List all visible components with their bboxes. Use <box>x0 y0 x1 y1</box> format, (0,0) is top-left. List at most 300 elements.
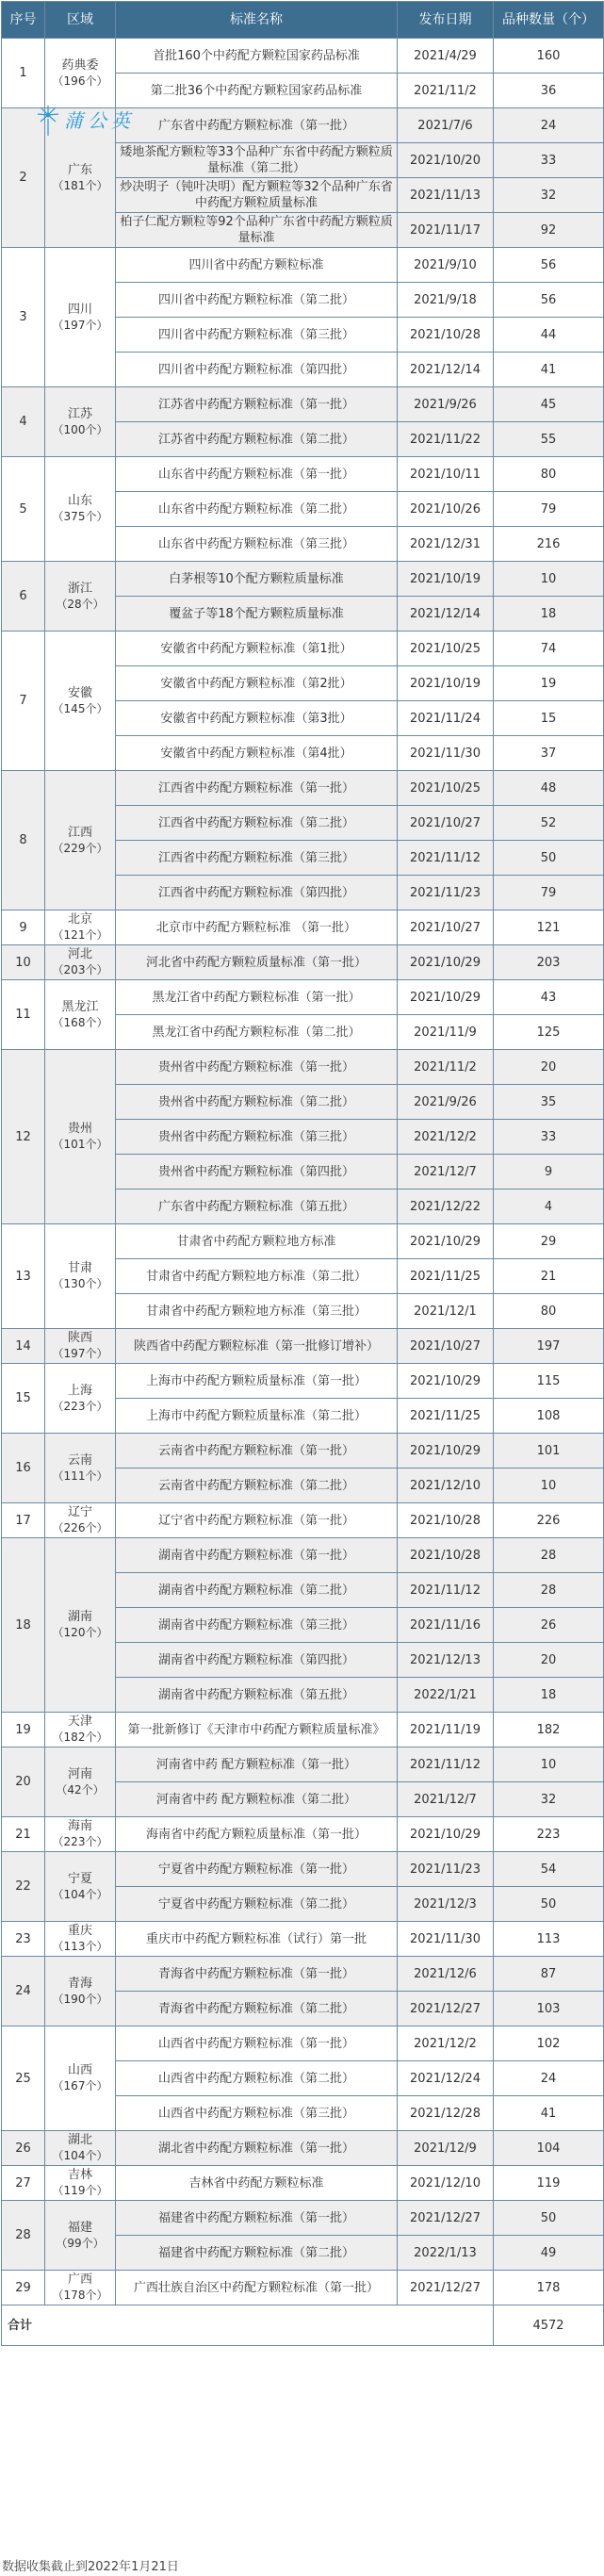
region-name: 广东 <box>67 162 92 177</box>
region-name: 四川 <box>67 302 92 317</box>
publish-date: 2021/10/29 <box>398 980 494 1015</box>
table-row <box>2 945 604 980</box>
publish-date: 2021/10/28 <box>398 318 494 353</box>
row-number: 18 <box>2 1538 45 1713</box>
header-date: 发布日期 <box>398 2 494 39</box>
publish-date: 2021/10/29 <box>398 1434 494 1468</box>
table-row <box>2 2271 604 2305</box>
region-count: （101个） <box>52 1138 108 1151</box>
standard-name: 黑龙江省中药配方颗粒标准（第一批） <box>116 980 398 1015</box>
variety-count: 125 <box>494 1015 604 1050</box>
table-row <box>2 1957 604 1992</box>
region-name: 河南 <box>67 1766 92 1781</box>
header-no: 序号 <box>2 2 45 39</box>
standard-name: 贵州省中药配方颗粒标准（第四批） <box>116 1155 398 1190</box>
standard-name: 山西省中药配方颗粒标准（第三批） <box>116 2096 398 2131</box>
variety-count: 32 <box>494 178 604 213</box>
table-row <box>2 2166 604 2201</box>
region-count: （28个） <box>56 597 105 611</box>
region-cell <box>45 2201 116 2271</box>
variety-count: 178 <box>494 2271 604 2305</box>
standard-name: 贵州省中药配方颗粒标准（第三批） <box>116 1120 398 1155</box>
variety-count: 29 <box>494 1224 604 1259</box>
variety-count: 49 <box>494 2236 604 2271</box>
variety-count: 119 <box>494 2166 604 2201</box>
table-row <box>2 980 604 1015</box>
region-cell <box>45 1224 116 1329</box>
table-row <box>2 2026 604 2061</box>
region-count: （226个） <box>52 1521 108 1534</box>
standard-name: 山东省中药配方颗粒标准（第三批） <box>116 527 398 562</box>
variety-count: 182 <box>494 1713 604 1747</box>
standard-name: 湖南省中药配方颗粒标准（第三批） <box>116 1608 398 1643</box>
variety-count: 79 <box>494 492 604 527</box>
variety-count: 20 <box>494 1050 604 1085</box>
region-cell <box>45 1922 116 1957</box>
standard-name: 江西省中药配方颗粒标准（第一批） <box>116 771 398 806</box>
row-number: 12 <box>2 1050 45 1224</box>
publish-date: 2021/11/25 <box>398 1399 494 1434</box>
variety-count: 44 <box>494 318 604 353</box>
region-cell <box>45 945 116 980</box>
row-number: 16 <box>2 1434 45 1503</box>
region-name: 北京 <box>67 912 92 927</box>
table-row <box>2 2201 604 2236</box>
region-cell <box>45 2131 116 2166</box>
row-number: 5 <box>2 457 45 562</box>
region-count: （223个） <box>52 1835 108 1848</box>
standard-name: 江苏省中药配方颗粒标准（第一批） <box>116 387 398 422</box>
region-count: （104个） <box>52 2149 108 2162</box>
publish-date: 2021/11/2 <box>398 1050 494 1085</box>
region-cell <box>45 1364 116 1434</box>
region-name: 辽宁 <box>67 1505 92 1519</box>
standard-name: 福建省中药配方颗粒标准（第二批） <box>116 2236 398 2271</box>
variety-count: 19 <box>494 666 604 701</box>
region-name: 吉林 <box>67 2168 92 2182</box>
standard-name: 山东省中药配方颗粒标准（第二批） <box>116 492 398 527</box>
standard-name: 四川省中药配方颗粒标准（第二批） <box>116 283 398 318</box>
table-row <box>2 1434 604 1468</box>
row-number: 2 <box>2 108 45 248</box>
region-name: 上海 <box>67 1383 92 1398</box>
region-cell <box>45 2271 116 2305</box>
publish-date: 2021/12/2 <box>398 1120 494 1155</box>
variety-count: 55 <box>494 422 604 457</box>
standard-name: 海南省中药配方颗粒质量标准（第一批） <box>116 1817 398 1852</box>
table-row <box>2 911 604 945</box>
publish-date: 2021/12/2 <box>398 2026 494 2061</box>
table-row <box>2 632 604 666</box>
region-count: （168个） <box>52 1015 108 1029</box>
variety-count: 41 <box>494 353 604 387</box>
variety-count: 80 <box>494 457 604 492</box>
variety-count: 18 <box>494 597 604 632</box>
variety-count: 80 <box>494 1294 604 1329</box>
standard-name: 云南省中药配方颗粒标准（第二批） <box>116 1468 398 1503</box>
publish-date: 2021/10/19 <box>398 666 494 701</box>
row-number: 24 <box>2 1957 45 2026</box>
region-name: 云南 <box>67 1452 92 1468</box>
header-region: 区域 <box>45 2 116 39</box>
standard-name: 贵州省中药配方颗粒标准（第二批） <box>116 1085 398 1120</box>
publish-date: 2021/11/23 <box>398 876 494 911</box>
publish-date: 2021/12/7 <box>398 1155 494 1190</box>
publish-date: 2021/4/29 <box>398 39 494 74</box>
region-count: （182个） <box>52 1731 108 1744</box>
publish-date: 2022/1/13 <box>398 2236 494 2271</box>
publish-date: 2021/11/30 <box>398 736 494 771</box>
row-number: 21 <box>2 1817 45 1852</box>
variety-count: 54 <box>494 1852 604 1887</box>
publish-date: 2021/10/26 <box>398 492 494 527</box>
region-cell <box>45 2166 116 2201</box>
region-name: 贵州 <box>67 1122 92 1136</box>
variety-count: 10 <box>494 562 604 597</box>
publish-date: 2021/10/29 <box>398 1817 494 1852</box>
table-header-row <box>2 2 604 39</box>
standard-name: 甘肃省中药配方颗粒地方标准（第三批） <box>116 1294 398 1329</box>
row-number: 3 <box>2 248 45 387</box>
publish-date: 2021/10/19 <box>398 562 494 597</box>
region-count: （178个） <box>52 2289 108 2302</box>
variety-count: 115 <box>494 1364 604 1399</box>
region-name: 山东 <box>67 494 92 508</box>
region-name: 甘肃 <box>67 1261 92 1275</box>
variety-count: 21 <box>494 1259 604 1294</box>
standard-name: 四川省中药配方颗粒标准 <box>116 248 398 283</box>
publish-date: 2021/10/20 <box>398 143 494 178</box>
row-number: 7 <box>2 632 45 771</box>
publish-date: 2021/12/3 <box>398 1887 494 1922</box>
variety-count: 33 <box>494 143 604 178</box>
standard-name: 山西省中药配方颗粒标准（第一批） <box>116 2026 398 2061</box>
standard-name: 广西壮族自治区中药配方颗粒标准（第一批） <box>116 2271 398 2305</box>
data-cutoff-note: 数据收集截止到2022年1月21日 <box>2 2560 179 2574</box>
publish-date: 2021/11/23 <box>398 1852 494 1887</box>
region-count: （190个） <box>52 1992 108 2006</box>
region-cell <box>45 39 116 108</box>
variety-count: 48 <box>494 771 604 806</box>
region-count: （375个） <box>52 510 108 523</box>
publish-date: 2021/11/16 <box>398 1608 494 1643</box>
region-count: （145个） <box>52 701 108 715</box>
header-count: 品种数量（个） <box>494 2 604 39</box>
table-row <box>2 39 604 74</box>
publish-date: 2021/9/10 <box>398 248 494 283</box>
region-cell <box>45 1538 116 1713</box>
publish-date: 2021/10/28 <box>398 1538 494 1573</box>
standard-name: 宁夏省中药配方颗粒标准（第一批） <box>116 1852 398 1887</box>
table-row <box>2 1852 604 1887</box>
variety-count: 24 <box>494 2061 604 2096</box>
standard-name: 第二批36个中药配方颗粒国家药品标准 <box>116 74 398 108</box>
publish-date: 2021/11/12 <box>398 1747 494 1782</box>
standard-name: 首批160个中药配方颗粒国家药品标准 <box>116 39 398 74</box>
publish-date: 2021/11/19 <box>398 1713 494 1747</box>
variety-count: 203 <box>494 945 604 980</box>
standard-name: 覆盆子等18个配方颗粒质量标准 <box>116 597 398 632</box>
region-count: （229个） <box>52 841 108 855</box>
publish-date: 2021/10/25 <box>398 632 494 666</box>
region-cell <box>45 1957 116 2026</box>
variety-count: 102 <box>494 2026 604 2061</box>
publish-date: 2021/11/24 <box>398 701 494 736</box>
standard-name: 安徽省中药配方颗粒标准（第2批） <box>116 666 398 701</box>
publish-date: 2021/11/17 <box>398 213 494 248</box>
publish-date: 2021/11/12 <box>398 1573 494 1608</box>
standard-name: 黑龙江省中药配方颗粒标准（第二批） <box>116 1015 398 1050</box>
region-cell <box>45 108 116 248</box>
standard-name: 第一批新修订《天津市中药配方颗粒质量标准》 <box>116 1713 398 1747</box>
total-value: 4572 <box>494 2305 604 2346</box>
table-row <box>2 1713 604 1747</box>
standard-name: 江西省中药配方颗粒标准（第四批） <box>116 876 398 911</box>
variety-count: 18 <box>494 1678 604 1713</box>
variety-count: 223 <box>494 1817 604 1852</box>
region-name: 福建 <box>67 2220 92 2235</box>
table-row <box>2 1503 604 1538</box>
table-row <box>2 387 604 422</box>
row-number: 10 <box>2 945 45 980</box>
region-name: 重庆 <box>67 1924 92 1938</box>
region-name: 山西 <box>67 2063 92 2077</box>
variety-count: 101 <box>494 1434 604 1468</box>
total-label: 合计 <box>2 2305 494 2346</box>
variety-count: 35 <box>494 1085 604 1120</box>
region-name: 青海 <box>67 1976 92 1991</box>
standard-name: 贵州省中药配方颗粒标准（第一批） <box>116 1050 398 1085</box>
region-count: （119个） <box>52 2184 108 2197</box>
variety-count: 216 <box>494 527 604 562</box>
region-cell <box>45 1050 116 1224</box>
standard-name: 河南省中药 配方颗粒标准（第一批） <box>116 1747 398 1782</box>
variety-count: 20 <box>494 1643 604 1678</box>
region-name: 河北 <box>67 947 92 961</box>
publish-date: 2021/12/13 <box>398 1643 494 1678</box>
row-number: 26 <box>2 2131 45 2166</box>
region-cell <box>45 457 116 562</box>
region-count: （100个） <box>52 422 108 436</box>
region-cell <box>45 387 116 457</box>
publish-date: 2021/12/7 <box>398 1782 494 1817</box>
publish-date: 2021/12/28 <box>398 2096 494 2131</box>
standard-name: 河北省中药配方颗粒质量标准（第一批） <box>116 945 398 980</box>
region-cell <box>45 1852 116 1922</box>
publish-date: 2021/11/9 <box>398 1015 494 1050</box>
region-name: 安徽 <box>67 685 92 700</box>
publish-date: 2021/10/11 <box>398 457 494 492</box>
variety-count: 50 <box>494 1887 604 1922</box>
table-row <box>2 1538 604 1573</box>
region-count: （196个） <box>52 74 108 88</box>
table-row <box>2 1224 604 1259</box>
row-number: 1 <box>2 39 45 108</box>
row-number: 9 <box>2 911 45 945</box>
variety-count: 103 <box>494 1992 604 2026</box>
table-row <box>2 108 604 143</box>
region-cell <box>45 562 116 632</box>
publish-date: 2021/11/30 <box>398 1922 494 1957</box>
region-name: 海南 <box>67 1819 92 1833</box>
variety-count: 104 <box>494 2131 604 2166</box>
variety-count: 45 <box>494 387 604 422</box>
publish-date: 2021/9/18 <box>398 283 494 318</box>
variety-count: 79 <box>494 876 604 911</box>
region-count: （111个） <box>52 1468 108 1483</box>
standard-name: 柏子仁配方颗粒等92个品种广东省中药配方颗粒质量标准 <box>116 213 398 248</box>
region-name: 黑龙江 <box>61 999 99 1014</box>
region-name: 药典委 <box>61 57 99 73</box>
publish-date: 2021/12/14 <box>398 353 494 387</box>
row-number: 19 <box>2 1713 45 1747</box>
table-row <box>2 771 604 806</box>
row-number: 8 <box>2 771 45 911</box>
variety-count: 28 <box>494 1538 604 1573</box>
publish-date: 2021/12/24 <box>398 2061 494 2096</box>
row-number: 15 <box>2 1364 45 1434</box>
variety-count: 15 <box>494 701 604 736</box>
publish-date: 2021/12/27 <box>398 2201 494 2236</box>
standard-name: 湖南省中药配方颗粒标准（第一批） <box>116 1538 398 1573</box>
region-name: 湖南 <box>67 1610 92 1624</box>
publish-date: 2021/12/10 <box>398 2166 494 2201</box>
standard-name: 湖南省中药配方颗粒标准（第五批） <box>116 1678 398 1713</box>
variety-count: 52 <box>494 806 604 841</box>
region-cell <box>45 632 116 771</box>
standard-name: 湖北省中药配方颗粒标准（第一批） <box>116 2131 398 2166</box>
region-count: （42个） <box>56 1782 105 1797</box>
publish-date: 2021/12/14 <box>398 597 494 632</box>
standard-name: 四川省中药配方颗粒标准（第四批） <box>116 353 398 387</box>
table-row <box>2 457 604 492</box>
table-row <box>2 1922 604 1957</box>
region-count: （130个） <box>52 1277 108 1290</box>
variety-count: 92 <box>494 213 604 248</box>
region-count: （203个） <box>52 963 108 976</box>
standard-name: 炒决明子（钝叶决明）配方颗粒等32个品种广东省中药配方颗粒质量标准 <box>116 178 398 213</box>
publish-date: 2021/12/27 <box>398 2271 494 2305</box>
variety-count: 87 <box>494 1957 604 1992</box>
variety-count: 9 <box>494 1155 604 1190</box>
publish-date: 2022/1/21 <box>398 1678 494 1713</box>
variety-count: 160 <box>494 39 604 74</box>
region-count: （120个） <box>52 1626 108 1639</box>
publish-date: 2021/9/26 <box>398 1085 494 1120</box>
variety-count: 43 <box>494 980 604 1015</box>
table-row <box>2 1817 604 1852</box>
variety-count: 50 <box>494 841 604 876</box>
variety-count: 10 <box>494 1468 604 1503</box>
table-row <box>2 1747 604 1782</box>
variety-count: 41 <box>494 2096 604 2131</box>
region-name: 广西 <box>67 2272 92 2287</box>
standard-name: 河南省中药 配方颗粒标准（第二批） <box>116 1782 398 1817</box>
region-name: 江西 <box>67 825 92 840</box>
variety-count: 10 <box>494 1747 604 1782</box>
row-number: 6 <box>2 562 45 632</box>
publish-date: 2021/12/22 <box>398 1190 494 1224</box>
publish-date: 2021/7/6 <box>398 108 494 143</box>
publish-date: 2021/11/12 <box>398 841 494 876</box>
publish-date: 2021/12/9 <box>398 2131 494 2166</box>
standard-name: 云南省中药配方颗粒标准（第一批） <box>116 1434 398 1468</box>
standard-name: 山西省中药配方颗粒标准（第二批） <box>116 2061 398 2096</box>
variety-count: 37 <box>494 736 604 771</box>
region-cell <box>45 1817 116 1852</box>
variety-count: 121 <box>494 911 604 945</box>
region-count: （113个） <box>52 1940 108 1953</box>
table-row <box>2 248 604 283</box>
row-number: 28 <box>2 2201 45 2271</box>
standard-name: 陕西省中药配方颗粒标准（第一批修订增补） <box>116 1329 398 1364</box>
variety-count: 50 <box>494 2201 604 2236</box>
standard-name: 四川省中药配方颗粒标准（第三批） <box>116 318 398 353</box>
standard-name: 宁夏省中药配方颗粒标准（第二批） <box>116 1887 398 1922</box>
publish-date: 2021/10/29 <box>398 1224 494 1259</box>
table-row <box>2 2131 604 2166</box>
publish-date: 2021/12/31 <box>398 527 494 562</box>
row-number: 27 <box>2 2166 45 2201</box>
region-cell <box>45 771 116 911</box>
standard-name: 福建省中药配方颗粒标准（第一批） <box>116 2201 398 2236</box>
region-count: （197个） <box>52 1347 108 1360</box>
table-row <box>2 1329 604 1364</box>
region-name: 宁夏 <box>67 1871 92 1886</box>
variety-count: 226 <box>494 1503 604 1538</box>
variety-count: 4 <box>494 1190 604 1224</box>
publish-date: 2021/10/29 <box>398 1364 494 1399</box>
standard-name: 白茅根等10个配方颗粒质量标准 <box>116 562 398 597</box>
region-cell <box>45 1713 116 1747</box>
variety-count: 197 <box>494 1329 604 1364</box>
region-cell <box>45 2026 116 2131</box>
region-cell <box>45 911 116 945</box>
region-count: （181个） <box>52 178 108 192</box>
standard-name: 江西省中药配方颗粒标准（第三批） <box>116 841 398 876</box>
region-name: 湖北 <box>67 2133 92 2147</box>
publish-date: 2021/12/6 <box>398 1957 494 1992</box>
variety-count: 56 <box>494 248 604 283</box>
header-name: 标准名称 <box>116 2 398 39</box>
row-number: 17 <box>2 1503 45 1538</box>
variety-count: 36 <box>494 74 604 108</box>
publish-date: 2021/10/27 <box>398 806 494 841</box>
region-count: （167个） <box>52 2079 108 2092</box>
standard-name: 青海省中药配方颗粒标准（第二批） <box>116 1992 398 2026</box>
standards-table <box>1 1 604 2346</box>
variety-count: 108 <box>494 1399 604 1434</box>
standard-name: 湖南省中药配方颗粒标准（第四批） <box>116 1643 398 1678</box>
publish-date: 2021/11/22 <box>398 422 494 457</box>
watermark-text: 蒲公英 <box>64 109 135 132</box>
row-number: 23 <box>2 1922 45 1957</box>
row-number: 14 <box>2 1329 45 1364</box>
publish-date: 2021/12/27 <box>398 1992 494 2026</box>
row-number: 22 <box>2 1852 45 1922</box>
standard-name: 甘肃省中药配方颗粒地方标准（第二批） <box>116 1259 398 1294</box>
table-row <box>2 562 604 597</box>
region-count: （104个） <box>52 1887 108 1901</box>
publish-date: 2021/10/27 <box>398 1329 494 1364</box>
variety-count: 113 <box>494 1922 604 1957</box>
region-name: 江苏 <box>67 406 92 421</box>
region-count: （223个） <box>52 1399 108 1413</box>
publish-date: 2021/12/1 <box>398 1294 494 1329</box>
row-number: 4 <box>2 387 45 457</box>
region-cell <box>45 1747 116 1817</box>
region-cell <box>45 1434 116 1503</box>
